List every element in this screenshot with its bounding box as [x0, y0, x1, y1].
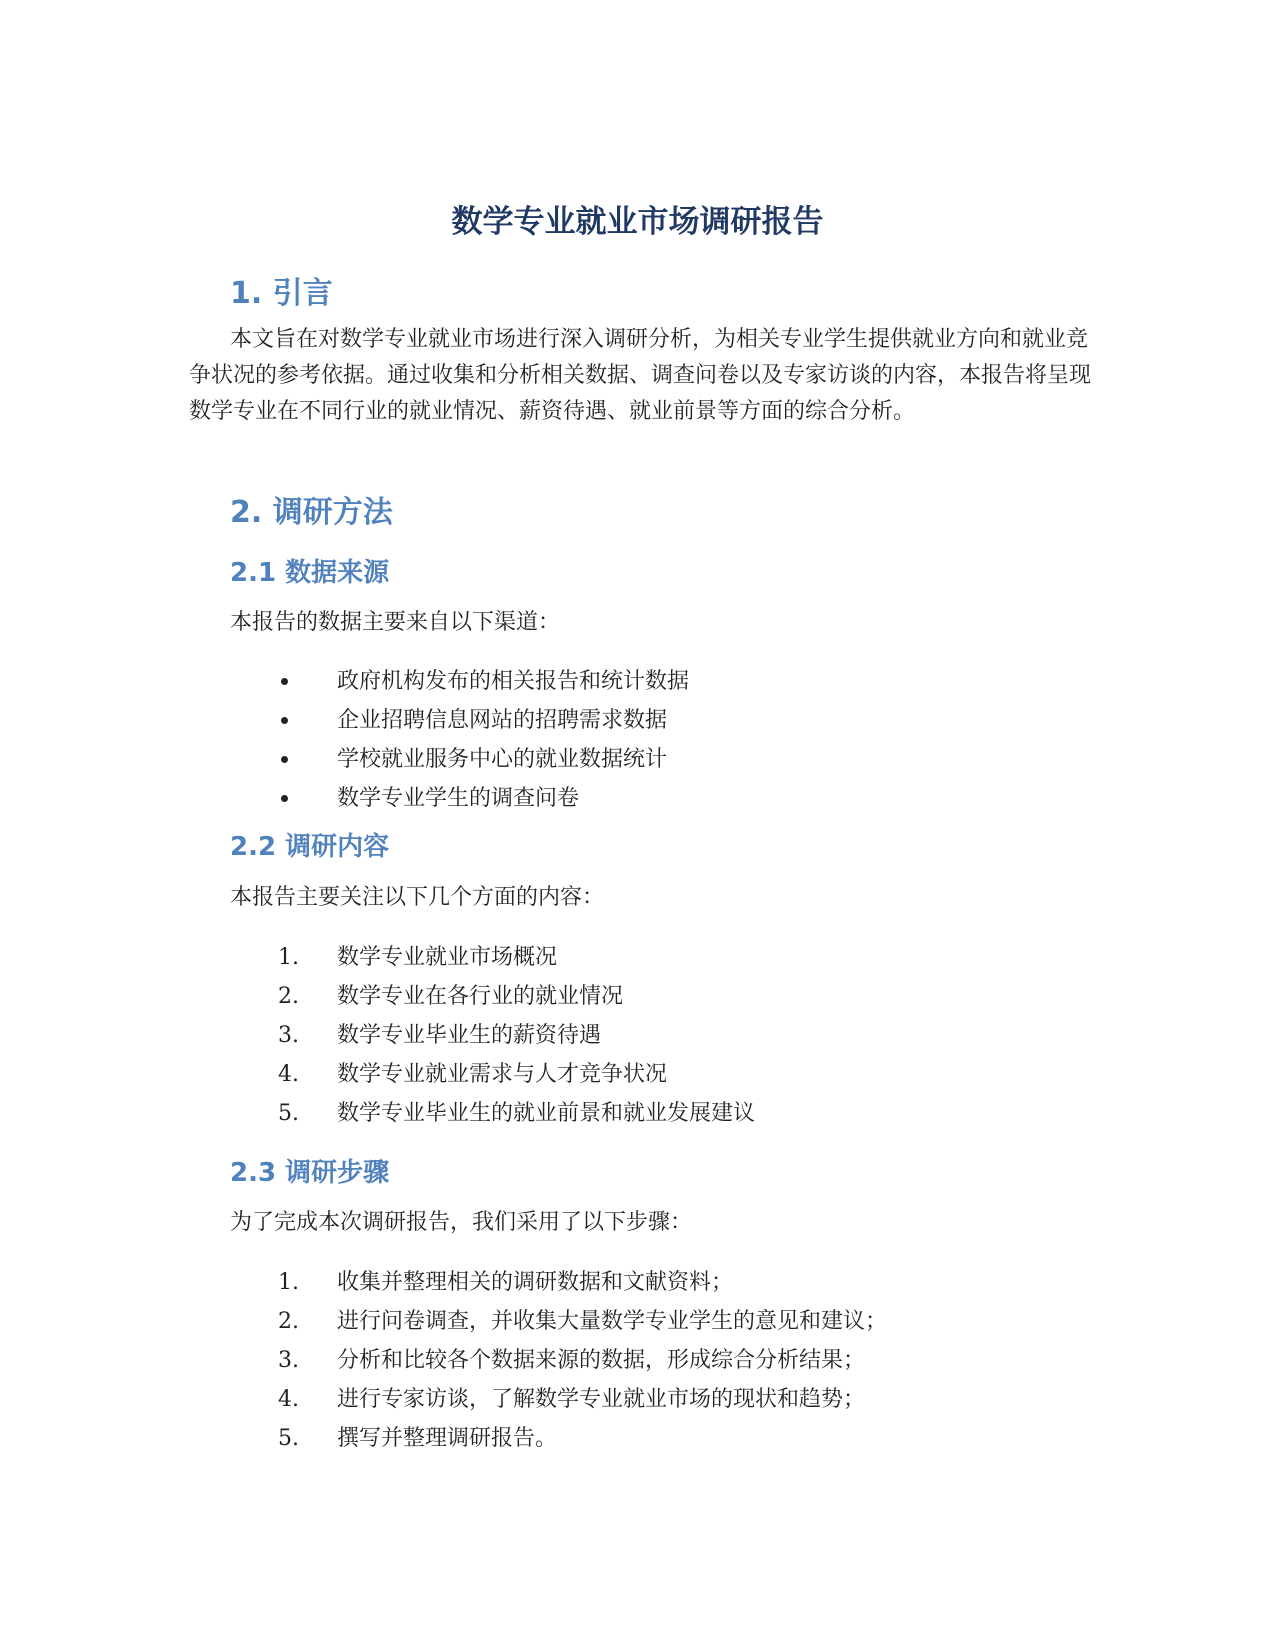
section-heading-introduction: 1. 引言 [230, 276, 333, 311]
subsection-heading-research-content: 2.2 调研内容 [230, 832, 390, 862]
data-sources-lead: 本报告的数据主要来自以下渠道： [230, 610, 561, 635]
section-heading-methods: 2. 调研方法 [230, 495, 393, 530]
research-content-lead: 本报告主要关注以下几个方面的内容： [230, 885, 605, 910]
bullet-icon [281, 795, 288, 802]
subsection-heading-data-sources: 2.1 数据来源 [230, 558, 390, 588]
document-title: 数学专业就业市场调研报告 [451, 204, 824, 240]
bullet-icon [281, 717, 288, 724]
bullet-icon [281, 678, 288, 685]
research-steps-lead: 为了完成本次调研报告，我们采用了以下步骤： [230, 1210, 693, 1235]
document-page: 数学专业就业市场调研报告 1. 引言 本文旨在对数学专业就业市场进行深入调研分析，为相关专业学生提供就业方向和就业竞争状况的参考依据。通过收集和分析相关数据、调查问卷以及专家访谈的内容，本报告将呈现数学专业在不同行业的就业情况、薪资待遇、就业前景等方面的综合分析。 2. 调研方法 2.1 数据来源 本报告的数据主要来自以下渠道： 政府机构发布的相关报告和统计数据 企业招聘信息网站的招聘需求数据 学校就业服务中心的就业数据统计 数学专业学生的调查问卷 2.2 调研内容 本报告主要关注以下几个方面的内容： 1. 数学专业就业市场概况 2. 数学专业在各行业的就业情况 3. 数学专业毕业生的薪资待遇 4. 数学专业就业需求与人才竞争状况 5. 数学专业毕业生的就业前景和就业发展建议 2.3 调研步骤 为了完成本次调研报告，我们采用了以下步骤： 1. 收集并整理相关的调研数据和文献资料； 2. 进行问卷调查，并收集大量数学专业学生的意见和建议； 3. 分析和比较各个数据来源的数据，形成综合分析结果； 4. 进行专家访谈，了解数学专业就业市场的现状和趋势； 5. 撰写并整理调研报告。 [0, 0, 1275, 1650]
subsection-heading-research-steps: 2.3 调研步骤 [230, 1158, 390, 1188]
bullet-icon [281, 756, 288, 763]
introduction-paragraph: 本文旨在对数学专业就业市场进行深入调研分析，为相关专业学生提供就业方向和就业竞争状况的参考依据。通过收集和分析相关数据、调查问卷以及专家访谈的内容，本报告将呈现数学专业在不同行业的就业情况、薪资待遇、就业前景等方面的综合分析。 [189, 327, 1092, 424]
